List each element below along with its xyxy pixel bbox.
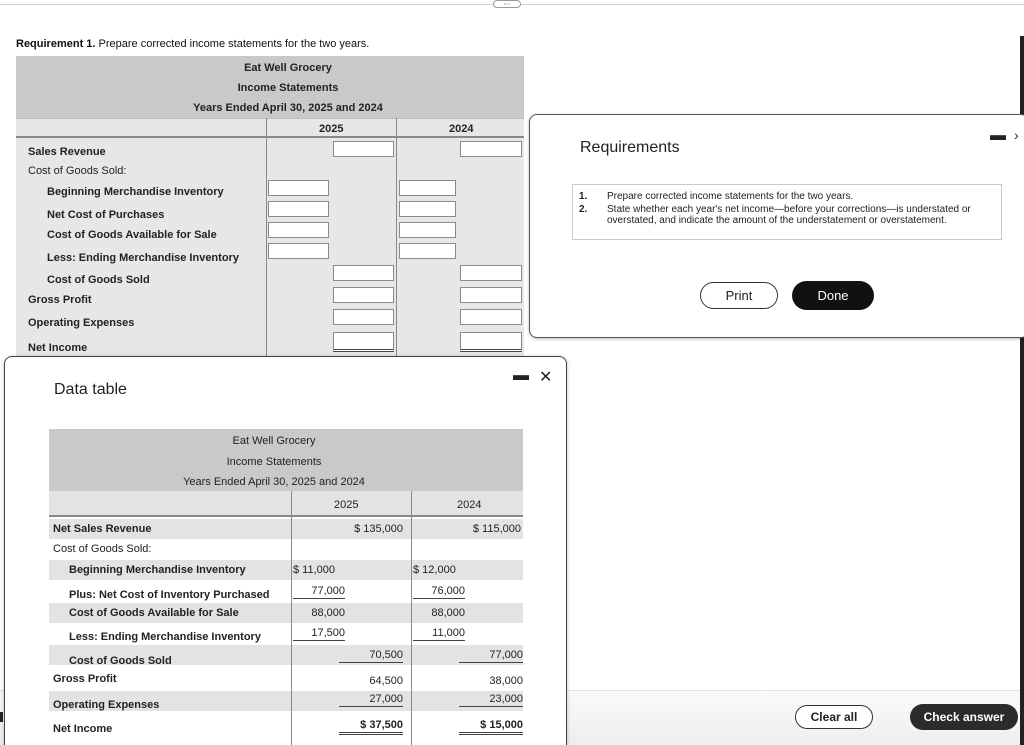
dt-sub-2024: $ 12,000 <box>413 564 456 576</box>
input-2024-ending-inventory[interactable] <box>399 243 456 259</box>
table-row <box>49 519 523 539</box>
dt-col-divider-2024 <box>411 491 412 745</box>
ws-label-cogs-header: Cost of Goods Sold: <box>28 165 127 177</box>
dt-value-2025: $ 37,500 <box>339 719 403 735</box>
done-button[interactable]: Done <box>792 281 874 310</box>
input-2025-sales-revenue[interactable] <box>333 141 394 157</box>
dt-col-divider-2025 <box>291 491 292 745</box>
input-2024-net-cost-purchases[interactable] <box>399 201 456 217</box>
dt-label: Cost of Goods Sold <box>69 655 172 667</box>
ws-label-sales-revenue: Sales Revenue <box>28 146 106 158</box>
print-button[interactable]: Print <box>700 282 778 309</box>
input-2025-net-cost-purchases[interactable] <box>268 201 329 217</box>
input-2025-cost-available[interactable] <box>268 222 329 238</box>
minimize-icon[interactable]: ▬ <box>990 127 1006 144</box>
dt-label: Gross Profit <box>53 673 117 685</box>
input-2024-net-income[interactable] <box>460 332 522 352</box>
input-2024-sales-revenue[interactable] <box>460 141 522 157</box>
dt-year-2024: 2024 <box>457 499 482 511</box>
input-2025-cogs[interactable] <box>333 265 394 281</box>
dt-value-2024: 77,000 <box>459 649 523 663</box>
dt-label: Less: Ending Merchandise Inventory <box>69 631 261 643</box>
worksheet-company: Eat Well Grocery <box>244 62 332 74</box>
input-2025-gross-profit[interactable] <box>333 287 394 303</box>
check-answer-button[interactable]: Check answer <box>910 704 1018 730</box>
ws-label-less-ending-inventory: Less: Ending Merchandise Inventory <box>47 252 239 264</box>
answer-worksheet <box>16 56 524 374</box>
requirement-label: Requirement 1. <box>16 38 96 50</box>
requirements-popup <box>529 114 1024 338</box>
ws-label-cogs: Cost of Goods Sold <box>47 274 150 286</box>
dt-sub-2025: $ 11,000 <box>293 564 336 576</box>
close-icon[interactable]: ✕ <box>539 369 553 386</box>
ws-label-beginning-inventory: Beginning Merchandise Inventory <box>47 186 224 198</box>
ws-label-cost-available: Cost of Goods Available for Sale <box>47 229 217 241</box>
dt-year-2025: 2025 <box>334 499 359 511</box>
worksheet-body <box>16 138 524 374</box>
dt-value-2024: $ 15,000 <box>459 719 523 735</box>
input-2025-operating-expenses[interactable] <box>333 309 394 325</box>
dt-sub-2024: 76,000 <box>413 585 465 599</box>
input-2025-ending-inventory[interactable] <box>268 243 329 259</box>
table-row <box>49 560 523 580</box>
worksheet-year-2024: 2024 <box>449 123 474 135</box>
input-2024-operating-expenses[interactable] <box>460 309 522 325</box>
data-table-header <box>49 429 523 491</box>
dt-value-2025: 27,000 <box>339 693 403 707</box>
worksheet-year-row <box>16 118 524 138</box>
requirement-text: Prepare corrected income statements for the two years. <box>95 38 370 50</box>
requirement-heading <box>16 38 369 50</box>
dt-sub-2025: 77,000 <box>293 585 345 599</box>
table-row <box>49 691 523 711</box>
dt-sub-2025: 17,500 <box>293 627 345 641</box>
dt-label: Cost of Goods Sold: <box>53 543 152 555</box>
input-2025-beginning-inventory[interactable] <box>268 180 329 196</box>
input-2024-cogs[interactable] <box>460 265 522 281</box>
ws-label-net-income: Net Income <box>28 342 88 354</box>
input-2024-gross-profit[interactable] <box>460 287 522 303</box>
dt-value-2024: $ 115,000 <box>472 523 521 535</box>
worksheet-header <box>16 56 524 118</box>
requirement-item-text: State whether each year's net income—before your corrections—is understated or overstated, and indicate the amount of the understatement or overstatement. <box>607 204 971 226</box>
dt-sub-2025: 88,000 <box>311 607 345 619</box>
dt-label: Operating Expenses <box>53 699 160 711</box>
dt-value-2024: 38,000 <box>489 675 523 687</box>
data-table-popup <box>4 356 567 745</box>
requirements-list <box>572 184 1002 240</box>
requirement-item <box>579 191 995 202</box>
table-row <box>49 539 523 559</box>
table-row <box>49 645 523 665</box>
dt-value-2025: 64,500 <box>369 675 403 687</box>
dt-label: Plus: Net Cost of Inventory Purchased <box>69 589 270 601</box>
dt-statement: Income Statements <box>226 456 322 468</box>
more-options-icon[interactable]: ⋯ <box>493 0 521 8</box>
requirement-item-text: Prepare corrected income statements for the two years. <box>607 191 854 202</box>
requirement-item <box>579 204 995 226</box>
worksheet-statement: Income Statements <box>237 82 339 94</box>
dt-value-2025: $ 135,000 <box>354 523 403 535</box>
table-row <box>49 623 523 643</box>
minimize-icon[interactable]: ▬ <box>513 367 529 384</box>
requirement-number: 1. <box>579 191 588 202</box>
dt-label: Net Sales Revenue <box>53 523 152 535</box>
dt-value-2025: 70,500 <box>339 649 403 663</box>
input-2024-cost-available[interactable] <box>399 222 456 238</box>
dt-sub-2024: 11,000 <box>413 627 465 641</box>
input-2024-beginning-inventory[interactable] <box>399 180 456 196</box>
requirement-number: 2. <box>579 204 588 215</box>
dt-label: Cost of Goods Available for Sale <box>69 607 239 619</box>
ws-label-gross-profit: Gross Profit <box>28 294 92 306</box>
clear-all-button[interactable]: Clear all <box>795 705 873 729</box>
dt-company: Eat Well Grocery <box>232 435 316 447</box>
data-table <box>49 429 523 745</box>
table-row <box>49 581 523 601</box>
input-2025-net-income[interactable] <box>333 332 394 352</box>
worksheet-period: Years Ended April 30, 2025 and 2024 <box>193 102 383 114</box>
close-icon[interactable]: › <box>1014 127 1019 143</box>
dt-sub-2024: 88,000 <box>431 607 465 619</box>
ws-label-net-cost-purchases: Net Cost of Purchases <box>47 209 165 221</box>
dt-value-2024: 23,000 <box>459 693 523 707</box>
left-edge-marker <box>0 712 3 722</box>
table-row <box>49 671 523 691</box>
data-table-title: Data table <box>54 381 127 398</box>
dt-label: Beginning Merchandise Inventory <box>69 564 246 576</box>
requirements-title: Requirements <box>580 139 680 156</box>
dt-label: Net Income <box>53 723 113 735</box>
table-row <box>49 603 523 623</box>
worksheet-year-2025: 2025 <box>319 123 344 135</box>
table-row <box>49 715 523 735</box>
dt-year-row <box>49 491 523 517</box>
ws-label-operating-expenses: Operating Expenses <box>28 317 135 329</box>
dt-period: Years Ended April 30, 2025 and 2024 <box>183 476 365 488</box>
